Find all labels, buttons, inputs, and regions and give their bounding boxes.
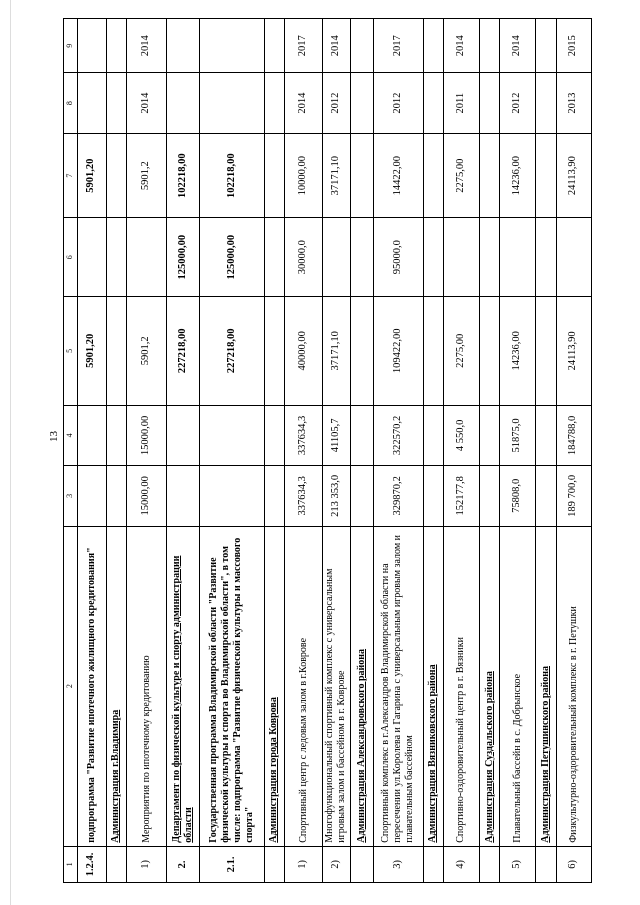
table-row (264, 19, 285, 883)
cell-col6 (535, 218, 556, 297)
cell-col4: 184788,0 (556, 405, 591, 465)
cell-col8: 2012 (500, 73, 535, 133)
row-name: Администрация Суздальского района (479, 526, 500, 846)
row-number: 1) (127, 846, 166, 882)
cell-col3 (535, 466, 556, 526)
table-row (322, 19, 350, 883)
table-row (556, 19, 591, 883)
cell-col5: 40000,00 (285, 296, 322, 405)
cell-col8 (200, 73, 264, 133)
row-name: Государственная программа Владимирской области "Развитие физической культуры и спорта во Владимирской области", в том числе: подпрограмма "Развитие физической культуры и массового спорта" (200, 526, 264, 846)
row-number: 3) (373, 846, 423, 882)
budget-table (63, 18, 592, 883)
cell-col8 (479, 73, 500, 133)
table-body (64, 19, 592, 883)
cell-col6 (479, 218, 500, 297)
table-row (285, 19, 322, 883)
cell-col4: 4 550,0 (444, 405, 479, 465)
cell-col3: 189 700,0 (556, 466, 591, 526)
cell-col8: 2012 (373, 73, 423, 133)
row-number: 1.2.4. (77, 846, 106, 882)
column-header: 7 (64, 133, 78, 218)
cell-col4 (106, 405, 127, 465)
cell-col6 (556, 218, 591, 297)
cell-col6 (423, 218, 444, 297)
cell-col3 (77, 466, 106, 526)
row-name: Спортивный комплекс в г.Александров Владимирской области на пересечении ул.Королева и Гагарина с универсальным игровым залом и плавательным бассейном (373, 526, 423, 846)
cell-col3: 329870,2 (373, 466, 423, 526)
cell-col9: 2014 (500, 19, 535, 73)
cell-col5: 227218,00 (166, 296, 199, 405)
cell-col4 (350, 405, 373, 465)
cell-col7: 37171,10 (322, 133, 350, 218)
table-row (77, 19, 106, 883)
cell-col6 (444, 218, 479, 297)
cell-col6 (77, 218, 106, 297)
table-row (535, 19, 556, 883)
row-name: Плавательный бассейн в с. Добрынское (500, 526, 535, 846)
row-name: Администрация Петушинского района (535, 526, 556, 846)
cell-col4 (479, 405, 500, 465)
cell-col7 (106, 133, 127, 218)
cell-col9 (264, 19, 285, 73)
cell-col9: 2017 (285, 19, 322, 73)
cell-col3 (350, 466, 373, 526)
row-name: подпрограмма "Развитие ипотечного жилищного кредитования" (77, 526, 106, 846)
cell-col8: 2012 (322, 73, 350, 133)
table-row (423, 19, 444, 883)
cell-col9 (166, 19, 199, 73)
cell-col3: 15000,00 (127, 466, 166, 526)
row-name: Физкультурно-оздоровительный комплекс в г. Петушки (556, 526, 591, 846)
table-row (444, 19, 479, 883)
table-row (166, 19, 199, 883)
cell-col8 (166, 73, 199, 133)
cell-col6 (264, 218, 285, 297)
column-header: 9 (64, 19, 78, 73)
column-number-row (64, 19, 78, 883)
cell-col8 (264, 73, 285, 133)
cell-col7: 10000,00 (285, 133, 322, 218)
cell-col8: 2014 (285, 73, 322, 133)
row-number (479, 846, 500, 882)
row-number: 2.1. (200, 846, 264, 882)
cell-col9 (77, 19, 106, 73)
row-name: Администрация Александровского района (350, 526, 373, 846)
cell-col7: 2275,00 (444, 133, 479, 218)
row-name: Спортивно-оздоровительный центр в г. Вязники (444, 526, 479, 846)
cell-col5 (535, 296, 556, 405)
cell-col4 (200, 405, 264, 465)
row-number: 6) (556, 846, 591, 882)
cell-col8 (77, 73, 106, 133)
row-number (423, 846, 444, 882)
cell-col9: 2015 (556, 19, 591, 73)
table-row (106, 19, 127, 883)
cell-col7: 102218,00 (166, 133, 199, 218)
cell-col7: 24113,90 (556, 133, 591, 218)
cell-col3: 75808,0 (500, 466, 535, 526)
cell-col4: 322570,2 (373, 405, 423, 465)
cell-col4 (166, 405, 199, 465)
row-number: 2) (322, 846, 350, 882)
column-header: 8 (64, 73, 78, 133)
cell-col3: 152177,8 (444, 466, 479, 526)
cell-col6 (500, 218, 535, 297)
cell-col3 (166, 466, 199, 526)
cell-col3 (106, 466, 127, 526)
cell-col5: 5901,2 (127, 296, 166, 405)
cell-col9: 2014 (444, 19, 479, 73)
cell-col8 (106, 73, 127, 133)
cell-col5: 14236,00 (500, 296, 535, 405)
cell-col8 (535, 73, 556, 133)
cell-col5: 109422,00 (373, 296, 423, 405)
row-name: Спортивный центр с ледовым залом в г.Коврове (285, 526, 322, 846)
cell-col6 (350, 218, 373, 297)
column-header: 5 (64, 296, 78, 405)
row-number: 2. (166, 846, 199, 882)
row-name: Администрация Вязниковского района (423, 526, 444, 846)
cell-col7: 14422,00 (373, 133, 423, 218)
row-number: 1) (285, 846, 322, 882)
cell-col6: 125000,00 (166, 218, 199, 297)
cell-col6: 125000,00 (200, 218, 264, 297)
cell-col6 (106, 218, 127, 297)
cell-col9: 2017 (373, 19, 423, 73)
cell-col8: 2013 (556, 73, 591, 133)
table-row (350, 19, 373, 883)
cell-col5: 5901,20 (77, 296, 106, 405)
cell-col9: 2014 (322, 19, 350, 73)
cell-col9 (423, 19, 444, 73)
cell-col4: 51875,0 (500, 405, 535, 465)
cell-col3 (479, 466, 500, 526)
cell-col7 (350, 133, 373, 218)
cell-col3 (423, 466, 444, 526)
cell-col6: 30000,0 (285, 218, 322, 297)
cell-col5 (479, 296, 500, 405)
cell-col4: 15000,00 (127, 405, 166, 465)
cell-col9 (479, 19, 500, 73)
cell-col6 (127, 218, 166, 297)
cell-col7: 5901,2 (127, 133, 166, 218)
table-row (479, 19, 500, 883)
cell-col4: 41105,7 (322, 405, 350, 465)
row-number (350, 846, 373, 882)
column-header: 3 (64, 466, 78, 526)
row-name: Мероприятия по ипотечному кредитованию (127, 526, 166, 846)
row-number (264, 846, 285, 882)
cell-col7 (479, 133, 500, 218)
rotated-table-wrapper (63, 18, 592, 883)
cell-col5: 2275,00 (444, 296, 479, 405)
cell-col8: 2011 (444, 73, 479, 133)
cell-col9 (535, 19, 556, 73)
cell-col8 (423, 73, 444, 133)
cell-col3 (264, 466, 285, 526)
row-name: Администрация города Коврова (264, 526, 285, 846)
table-row (200, 19, 264, 883)
cell-col5: 24113,90 (556, 296, 591, 405)
cell-col6: 95000,0 (373, 218, 423, 297)
cell-col6 (322, 218, 350, 297)
cell-col4 (423, 405, 444, 465)
cell-col7: 102218,00 (200, 133, 264, 218)
cell-col3: 337634,3 (285, 466, 322, 526)
cell-col4 (77, 405, 106, 465)
cell-col8: 2014 (127, 73, 166, 133)
row-name: Многофункциональный спортивный комплекс с универсальным игровым залом и бассейном в г. Коврове (322, 526, 350, 846)
cell-col7 (535, 133, 556, 218)
cell-col9 (106, 19, 127, 73)
row-name: Администрация г.Владимира (106, 526, 127, 846)
cell-col5 (423, 296, 444, 405)
row-name: Департамент по физической культуре и спорту администрации области (166, 526, 199, 846)
cell-col5: 37171,10 (322, 296, 350, 405)
column-header: 1 (64, 846, 78, 882)
cell-col9: 2014 (127, 19, 166, 73)
column-header: 4 (64, 405, 78, 465)
page-number: 13 (48, 431, 60, 442)
cell-col5 (106, 296, 127, 405)
column-header: 6 (64, 218, 78, 297)
row-number (535, 846, 556, 882)
cell-col7 (264, 133, 285, 218)
cell-col4: 337634,3 (285, 405, 322, 465)
table-row (373, 19, 423, 883)
cell-col3: 213 353,0 (322, 466, 350, 526)
cell-col9 (350, 19, 373, 73)
column-header: 2 (64, 526, 78, 846)
row-number: 4) (444, 846, 479, 882)
cell-col4 (264, 405, 285, 465)
cell-col8 (350, 73, 373, 133)
cell-col7 (423, 133, 444, 218)
cell-col4 (535, 405, 556, 465)
cell-col7: 5901,20 (77, 133, 106, 218)
row-number: 5) (500, 846, 535, 882)
cell-col9 (200, 19, 264, 73)
cell-col5: 227218,00 (200, 296, 264, 405)
cell-col5 (264, 296, 285, 405)
table-row (500, 19, 535, 883)
cell-col7: 14236,00 (500, 133, 535, 218)
table-row (127, 19, 166, 883)
cell-col5 (350, 296, 373, 405)
scan-edge-line (10, 0, 11, 905)
cell-col3 (200, 466, 264, 526)
row-number (106, 846, 127, 882)
